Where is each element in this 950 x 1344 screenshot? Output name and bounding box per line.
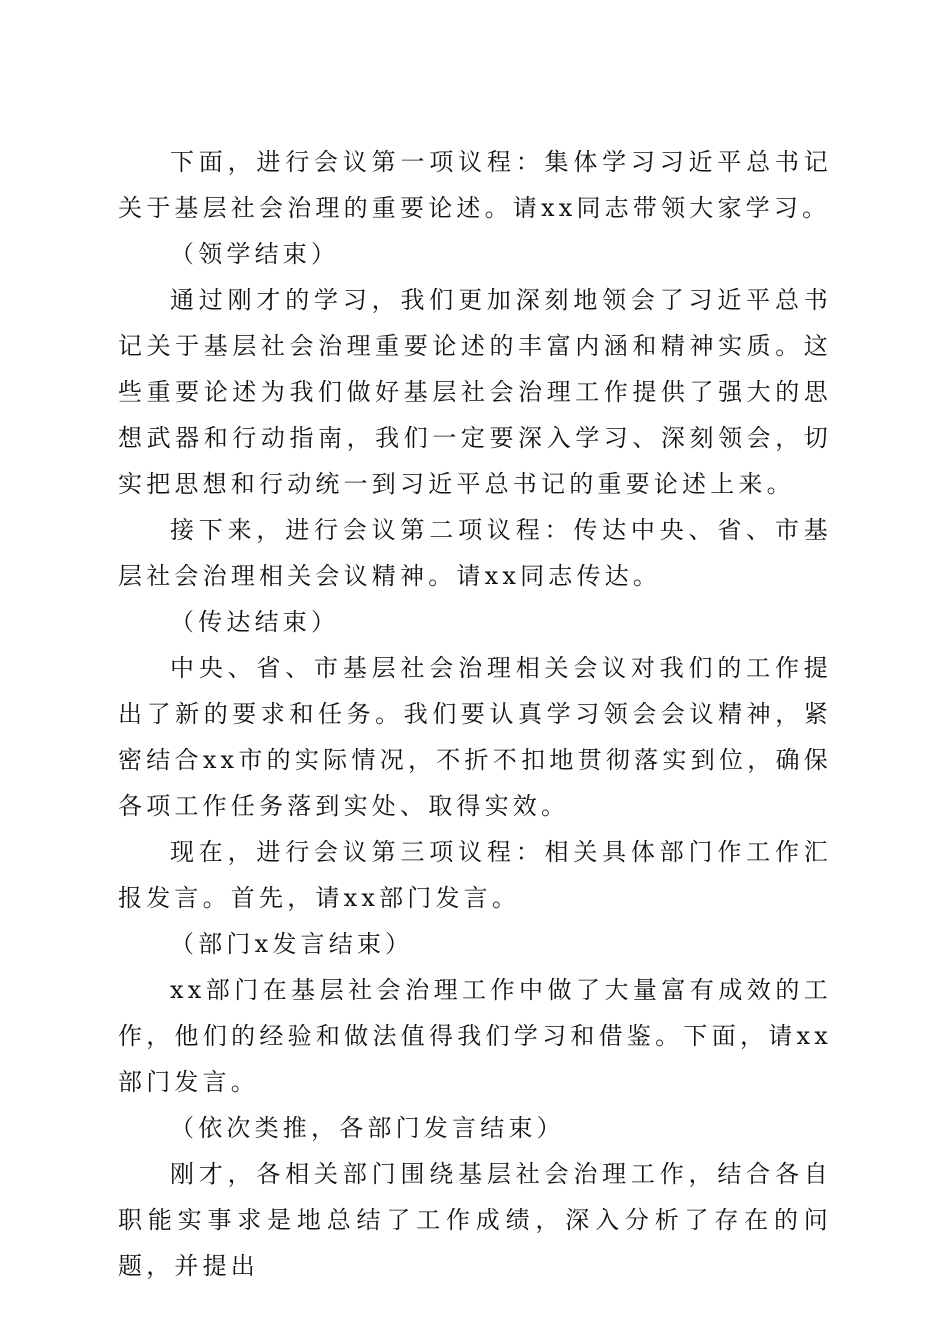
paragraph-agenda-1: 下面，进行会议第一项议程：集体学习习近平总书记关于基层社会治理的重要论述。请xx同志带领大家学习。 <box>118 148 832 222</box>
note-department-x-end: （部门x发言结束） <box>170 930 414 958</box>
paragraph-closing-summary: 刚才，各相关部门围绕基层社会治理工作，结合各自职能实事求是地总结了工作成绩，深入分析了存在的问题，并提出 <box>118 1160 832 1280</box>
paragraph-agenda-2: 接下来，进行会议第二项议程：传达中央、省、市基层社会治理相关会议精神。请xx同志传达。 <box>118 516 832 590</box>
paragraph-convey-summary: 中央、省、市基层社会治理相关会议对我们的工作提出了新的要求和任务。我们要认真学习领会会议精神，紧密结合xx市的实际情况，不折不扣地贯彻落实到位，确保各项工作任务落到实处、取得实效。 <box>118 654 832 820</box>
paragraph-study-summary: 通过刚才的学习，我们更加深刻地领会了习近平总书记关于基层社会治理重要论述的丰富内涵和精神实质。这些重要论述为我们做好基层社会治理工作提供了强大的思想武器和行动指南，我们一定要深入学习、深刻领会，切实把思想和行动统一到习近平总书记的重要论述上来。 <box>118 286 832 498</box>
paragraph-department-comment: xx部门在基层社会治理工作中做了大量富有成效的工作，他们的经验和做法值得我们学习和借鉴。下面，请xx部门发言。 <box>118 976 832 1096</box>
document-body <box>118 139 832 1289</box>
paragraph-agenda-3: 现在，进行会议第三项议程：相关具体部门作工作汇报发言。首先，请xx部门发言。 <box>118 838 832 912</box>
note-study-end: （领学结束） <box>170 240 340 268</box>
note-convey-end: （传达结束） <box>170 608 340 636</box>
note-all-departments-end: （依次类推，各部门发言结束） <box>170 1114 565 1142</box>
